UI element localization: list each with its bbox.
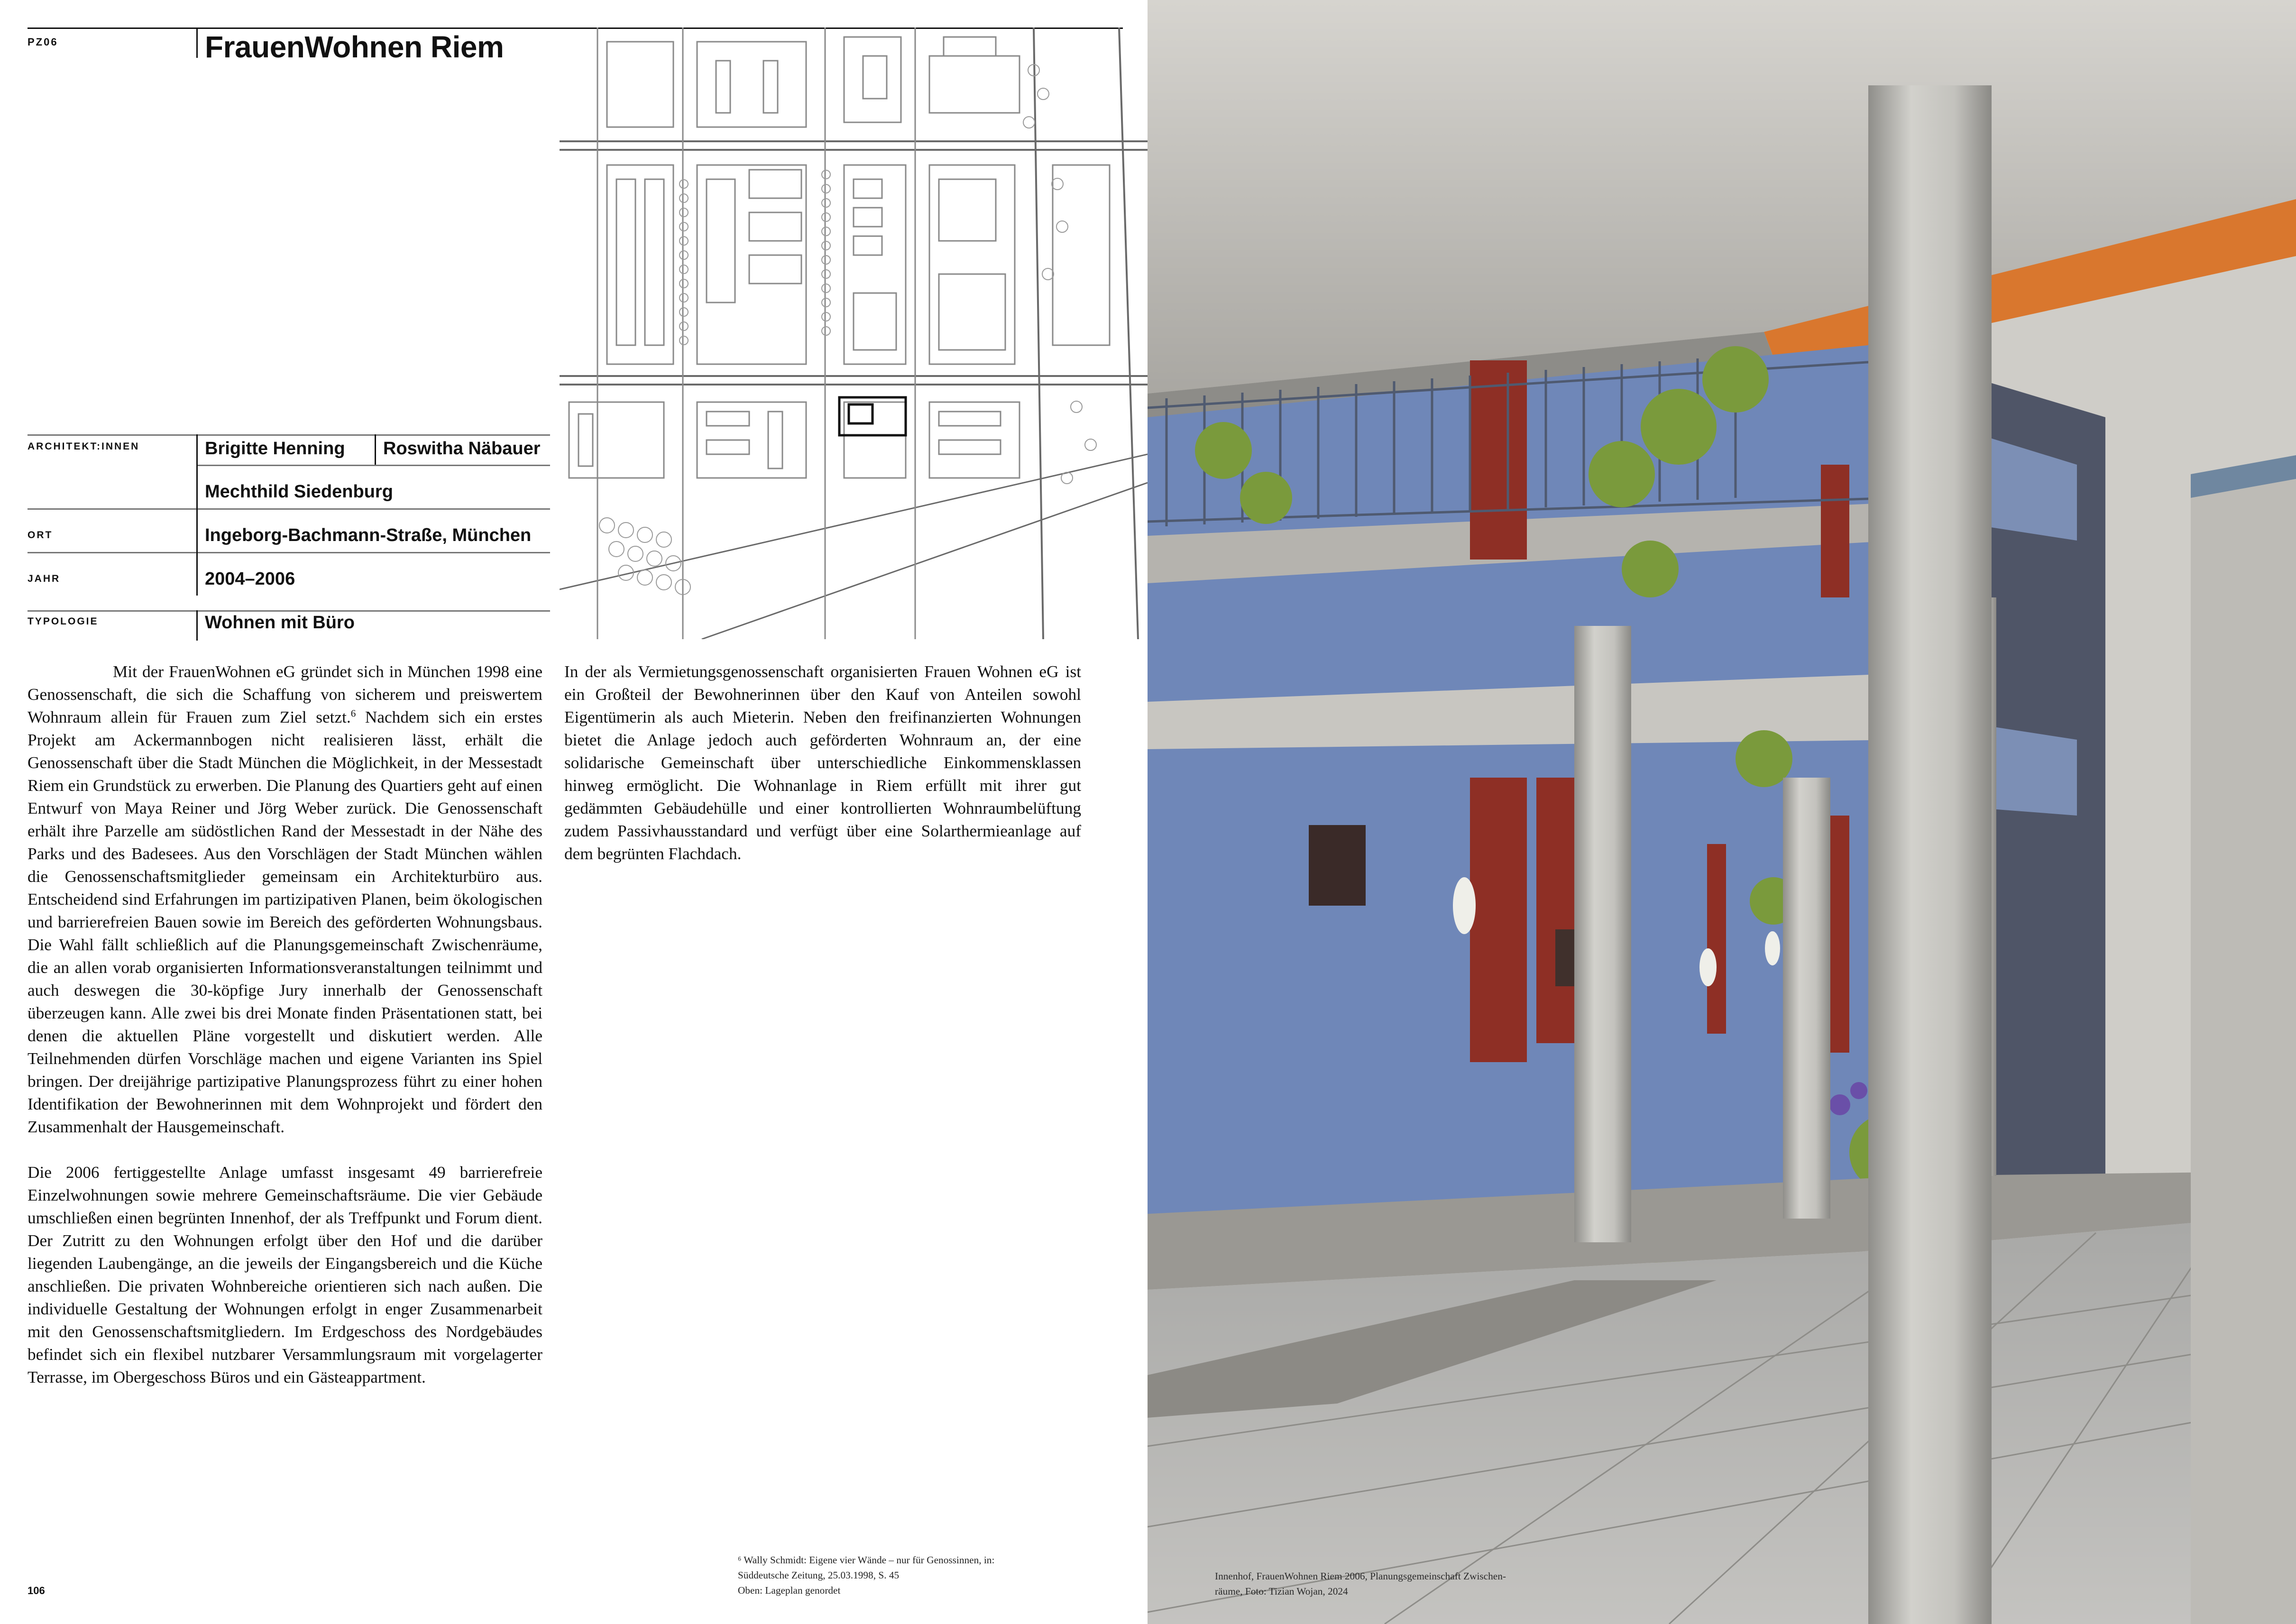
footnote	[738, 1552, 994, 1598]
right-page	[1148, 0, 2296, 1624]
caption-line: Innenhof, FrauenWohnen Riem 2006, Planungsgemeinschaft Zwischen-	[1215, 1570, 1506, 1582]
architect-name: Mechthild Siedenburg	[205, 482, 393, 502]
courtyard-photo	[1148, 0, 2296, 1624]
architect-name: Roswitha Näbauer	[383, 439, 541, 459]
body-paragraph: Die 2006 fertiggestellte Anlage umfasst insgesamt 49 barrierefreie Einzelwohnungen sowie mehrere Gemeinschaftsräume. Die vier Gebäude umschließen einen begrünten Innenhof, der als Treffpunkt und Forum dient. Der Zutritt zu den Wohnungen erfolgt über den Hof und die darüber liegenden Laubengänge, an die jeweils der Eingangsbereich und die Küche anschließen. Die privaten Wohnbereiche orientieren sich nach außen. Die individuelle Gestaltung der Wohnungen erfolgt in enger Zusammenarbeit mit den Genossenschaftsmitgliedern. Im Erdgeschoss des Nordgebäudes befindet sich ein flexibel nutzbarer Versammlungsraum mit vorgelagerter Terrasse, im Obergeschoss Büros und ein Gästeappartment.	[28, 1163, 542, 1386]
architects-label: ARCHITEKT:INNEN	[28, 441, 140, 452]
paragraph-text: Mit der FrauenWohnen eG gründet sich in München 1998 eine Genossenschaft, die sich die Schaffung von sicherem und preiswertem Wohnraum allein für Frauen zum Ziel setzt.	[28, 662, 542, 726]
typology-label: TYPOLOGIE	[28, 616, 99, 627]
meta-divider	[196, 610, 198, 641]
paragraph-text: Nachdem sich ein erstes Projekt am Ackermannbogen nicht realisieren lässt, erhält die Genossenschaft über die Stadt München die Möglichkeit, in der Messestadt Riem ein Grundstück zu erwerben. Die Planung des Quartiers geht auf einen Entwurf von Maya Reiner und Jörg Weber zurück. Die Genossenschaft erhält ihre Parzelle am südöstlichen Rand der Messestadt in der Nähe des Parks und des Badesees. Aus den Vorschlägen der Stadt München wählen die Genossenschaftsmitglieder gemeinsam ein Architekturbüro aus. Entscheidend sind Erfahrungen im partizipativen Planen, beim ökologischen und barrierefreien Bauen sowie im Bereich des geförderten Wohnungsbaus. Die Wahl fällt schließlich auf die Planungsgemeinschaft Zwischenräume, die an allen vorab organisierten Informationsveranstaltungen teilnimmt und auch deswegen die 30-köpfige Jury innerhalb der Genossenschaft überzeugen kann. Alle zwei bis drei Monate finden Präsentationen statt, bei denen die aktuellen Pläne vorgestellt und diskutiert werden. Alle Teilnehmenden dürfen Vorschläge machen und eigene Varianten ins Spiel bringen. Der dreijährige partizipative Planungsprozess führt zu einer hohen Identifikation der Bewohnerinnen mit dem Wohnprojekt und fördert den Zusammenhalt der Hausgemeinschaft.	[28, 708, 542, 1136]
meta-rule	[28, 552, 550, 553]
body-column-1	[28, 661, 542, 1389]
meta-rule	[28, 508, 550, 510]
body-column-2	[564, 661, 1081, 865]
architect-name: Brigitte Henning	[205, 439, 345, 459]
site-plan	[560, 28, 1148, 639]
meta-rule	[196, 465, 550, 466]
footnote-line: Oben: Lageplan genordet	[738, 1585, 841, 1596]
caption-line: räume, Foto: Tizian Wojan, 2024	[1215, 1586, 1348, 1597]
footnote-line: Süddeutsche Zeitung, 25.03.1998, S. 45	[738, 1569, 900, 1581]
body-paragraph	[28, 661, 542, 1138]
footnote-marker: 6	[350, 707, 356, 719]
meta-divider	[196, 508, 198, 552]
page-number: 106	[28, 1585, 45, 1596]
section-code: PZ06	[28, 36, 58, 48]
footnote-line: ⁶ Wally Schmidt: Eigene vier Wände – nur für Genossinnen, in:	[738, 1554, 995, 1566]
body-paragraph: In der als Vermietungsgenossenschaft organisierten Frauen Wohnen eG ist ein Großteil der Bewohnerinnen über den Kauf von Anteilen sowohl Eigentümerin als auch Mieterin. Neben den freifinanzierten Wohnungen bietet die Anlage jedoch auch geförderten Wohnraum an, der eine solidarische Gemeinschaft über unterschiedliche Einkommensklassen hinweg ermöglicht. Die Wohnanlage in Riem erfüllt mit ihrer gut gedämmten Gebäudehülle und einer kontrollierten Wohnraumbelüftung zudem Passivhausstandard und verfügt über eine Solarthermieanlage auf dem begrünten Flachdach.	[564, 662, 1081, 863]
meta-divider	[196, 465, 198, 508]
meta-divider	[196, 552, 198, 596]
meta-rule	[28, 434, 550, 436]
typology-value: Wohnen mit Büro	[205, 613, 355, 633]
location-value: Ingeborg-Bachmann-Straße, München	[205, 525, 532, 545]
title-divider	[196, 28, 198, 58]
location-label: ORT	[28, 530, 53, 541]
meta-divider	[196, 434, 198, 465]
year-value: 2004–2006	[205, 569, 295, 589]
page-title: FrauenWohnen Riem	[205, 30, 504, 64]
meta-divider	[375, 434, 376, 465]
meta-rule	[28, 610, 550, 612]
year-label: JAHR	[28, 573, 61, 584]
photo-caption	[1215, 1569, 1506, 1599]
